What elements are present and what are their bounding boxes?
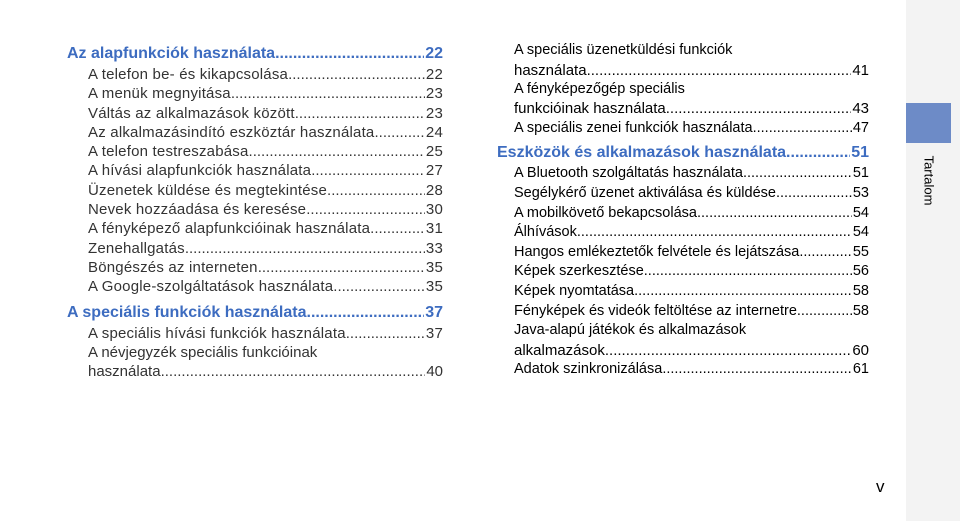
toc-entry-page: 58 [852,302,869,319]
toc-entry-title: Adatok szinkronizálása [514,361,663,378]
toc-leader [605,341,851,360]
toc-entry[interactable] [497,262,869,282]
toc-leader [743,164,852,184]
toc-leader [786,142,850,164]
toc-entry-page: 56 [852,263,869,280]
toc-leader [185,239,425,258]
toc-entry-title: Képek szerkesztése [514,263,644,280]
toc-entry-title: Hangos emlékeztetők felvétele és lejátszása [514,243,800,260]
toc-entry-page: 43 [852,100,869,118]
toc-leader [666,99,852,118]
toc-entry-title-line1: Java-alapú játékok és alkalmazások [514,322,747,339]
toc-leader [161,362,426,381]
toc-leader [333,277,425,296]
toc-heading-advanced-functions[interactable] [67,302,443,324]
toc-entry[interactable] [67,324,443,343]
toc-leader [587,61,852,80]
toc-entry-page: 41 [852,61,869,79]
toc-entry-multiline[interactable] [497,321,869,360]
toc-entry-title: Nevek hozzáadása és keresése [88,201,307,219]
toc-entry-title-line1: A fényképezőgép speciális [514,80,685,97]
side-tab-accent [906,103,951,143]
toc-entry-page: 24 [425,123,443,141]
toc-heading-title: A speciális funkciók használata [67,303,307,321]
toc-leader [799,243,852,263]
toc-leader [306,200,425,219]
toc-leader [307,302,425,324]
toc-entry[interactable] [67,104,443,123]
toc-leader [374,123,424,142]
toc-left-column [67,41,443,381]
toc-entry-page: 61 [852,361,869,378]
toc-entry-title: Zenehallgatás [88,239,185,257]
toc-heading-page: 37 [425,303,443,321]
toc-entry-title: A Google-szolgáltatások használata [88,278,334,296]
toc-entry-line2 [514,341,869,360]
toc-entry-line2 [514,61,869,80]
toc-entry[interactable] [67,258,443,277]
toc-entry-title: A telefon testreszabása [88,143,249,161]
toc-entry-title: Üzenetek küldése és megtekintése [88,181,328,199]
toc-entry-page: 47 [852,119,869,136]
toc-entry-page: 58 [852,282,869,299]
toc-entry-line2 [88,362,443,381]
toc-entry-title-line2: használata [514,61,587,79]
toc-leader [275,43,424,65]
toc-entry-page: 23 [425,104,443,122]
toc-entry-page: 60 [852,341,869,359]
toc-entry-page: 25 [425,143,443,161]
toc-entry[interactable] [497,119,869,139]
toc-entry-page: 37 [425,324,443,342]
toc-entry-page: 53 [852,184,869,201]
toc-entry-title: A mobilkövető bekapcsolása [514,204,697,221]
toc-entry-title: Segélykérő üzenet aktiválása és küldése [514,184,776,201]
toc-entry-page: 54 [852,224,869,241]
toc-entry[interactable] [497,184,869,204]
toc-heading-title: Az alapfunkciók használata [67,45,276,62]
toc-entry-page: 30 [425,201,443,219]
toc-leader [634,282,852,302]
side-tab-strip [906,0,960,521]
toc-entry-multiline[interactable] [497,41,869,80]
toc-entry-title: Az alkalmazásindító eszköztár használata [88,123,375,141]
toc-entry[interactable] [67,161,443,180]
toc-entry-title: Váltás az alkalmazások között [88,104,295,122]
side-tab-label: Tartalom [921,155,937,205]
toc-leader [288,65,425,84]
toc-entry-title: A fényképező alapfunkcióinak használata [88,220,371,238]
toc-entry-page: 35 [425,258,443,276]
toc-heading-tools-apps[interactable] [497,142,869,164]
toc-leader [644,262,852,282]
toc-entry-page: 51 [852,165,869,182]
toc-entry-page: 22 [425,66,443,83]
toc-entry-page: 31 [425,220,443,238]
toc-entry-title: A telefon be- és kikapcsolása [88,66,289,83]
toc-entry-title-line2: alkalmazások [514,341,605,359]
toc-entry[interactable] [497,164,869,184]
side-tab[interactable] [906,152,951,208]
toc-entry-page: 28 [425,181,443,199]
toc-entry-multiline[interactable] [67,343,443,382]
toc-leader [327,181,425,200]
toc-heading-page: 22 [425,45,443,62]
toc-entry[interactable] [67,65,443,84]
toc-entry[interactable] [67,219,443,238]
toc-entry-title: Képek nyomtatása [514,282,635,299]
toc-entry-page: 40 [426,363,443,381]
toc-entry-title: A menük megnyitása [88,85,231,103]
toc-entry-title: A hívási alapfunkciók használata [88,162,312,180]
toc-entry-title-line1: A speciális üzenetküldési funkciók [514,42,733,58]
toc-entry-line2 [514,99,869,118]
toc-entry-page: 54 [852,204,869,221]
toc-entry-title: Böngészés az interneten [88,258,258,276]
toc-heading-title: Eszközök és alkalmazások használata [497,144,787,162]
toc-leader [370,219,425,238]
toc-entry-multiline[interactable] [497,80,869,119]
toc-entry-page: 23 [425,85,443,103]
toc-entry-page: 33 [425,239,443,257]
toc-entry[interactable] [497,360,869,380]
toc-entry-title-line2: funkcióinak használata [514,100,666,118]
toc-entry-title: A speciális zenei funkciók használata [514,119,753,136]
toc-heading-page: 51 [851,144,869,162]
toc-entry[interactable] [497,302,869,322]
toc-entry[interactable] [497,204,869,224]
toc-entry-title: A Bluetooth szolgáltatás használata [514,165,743,182]
toc-entry-title-line2: használata [88,363,161,381]
toc-entry-title: Fényképek és videók feltöltése az internetre [514,302,797,319]
toc-right-column [497,41,869,380]
toc-entry-page: 35 [425,278,443,296]
toc-entry[interactable] [67,123,443,142]
toc-leader [249,142,425,161]
toc-entry-page: 27 [425,162,443,180]
toc-leader [346,324,425,343]
toc-entry-title: A speciális hívási funkciók használata [88,324,346,342]
page-number: v [876,477,885,496]
toc-leader [577,223,852,243]
toc-leader [776,184,852,204]
toc-leader [231,84,425,103]
toc-entry[interactable] [497,223,869,243]
toc-heading-basic-functions[interactable] [67,43,443,65]
toc-entry[interactable] [67,84,443,103]
toc-entry[interactable] [67,181,443,200]
toc-entry[interactable] [497,243,869,263]
toc-leader [311,161,425,180]
toc-entry[interactable] [67,200,443,219]
toc-leader [258,258,425,277]
toc-leader [662,360,852,380]
toc-entry-title-line1: A névjegyzék speciális funkcióinak [88,343,318,361]
toc-leader [797,302,852,322]
toc-entry[interactable] [67,239,443,258]
toc-entry[interactable] [67,142,443,161]
toc-leader [295,104,425,123]
toc-leader [697,204,852,224]
toc-entry[interactable] [497,282,869,302]
toc-leader [753,119,852,139]
toc-entry[interactable] [67,277,443,296]
toc-entry-page: 55 [852,243,869,260]
toc-entry-title: Álhívások [514,224,577,241]
